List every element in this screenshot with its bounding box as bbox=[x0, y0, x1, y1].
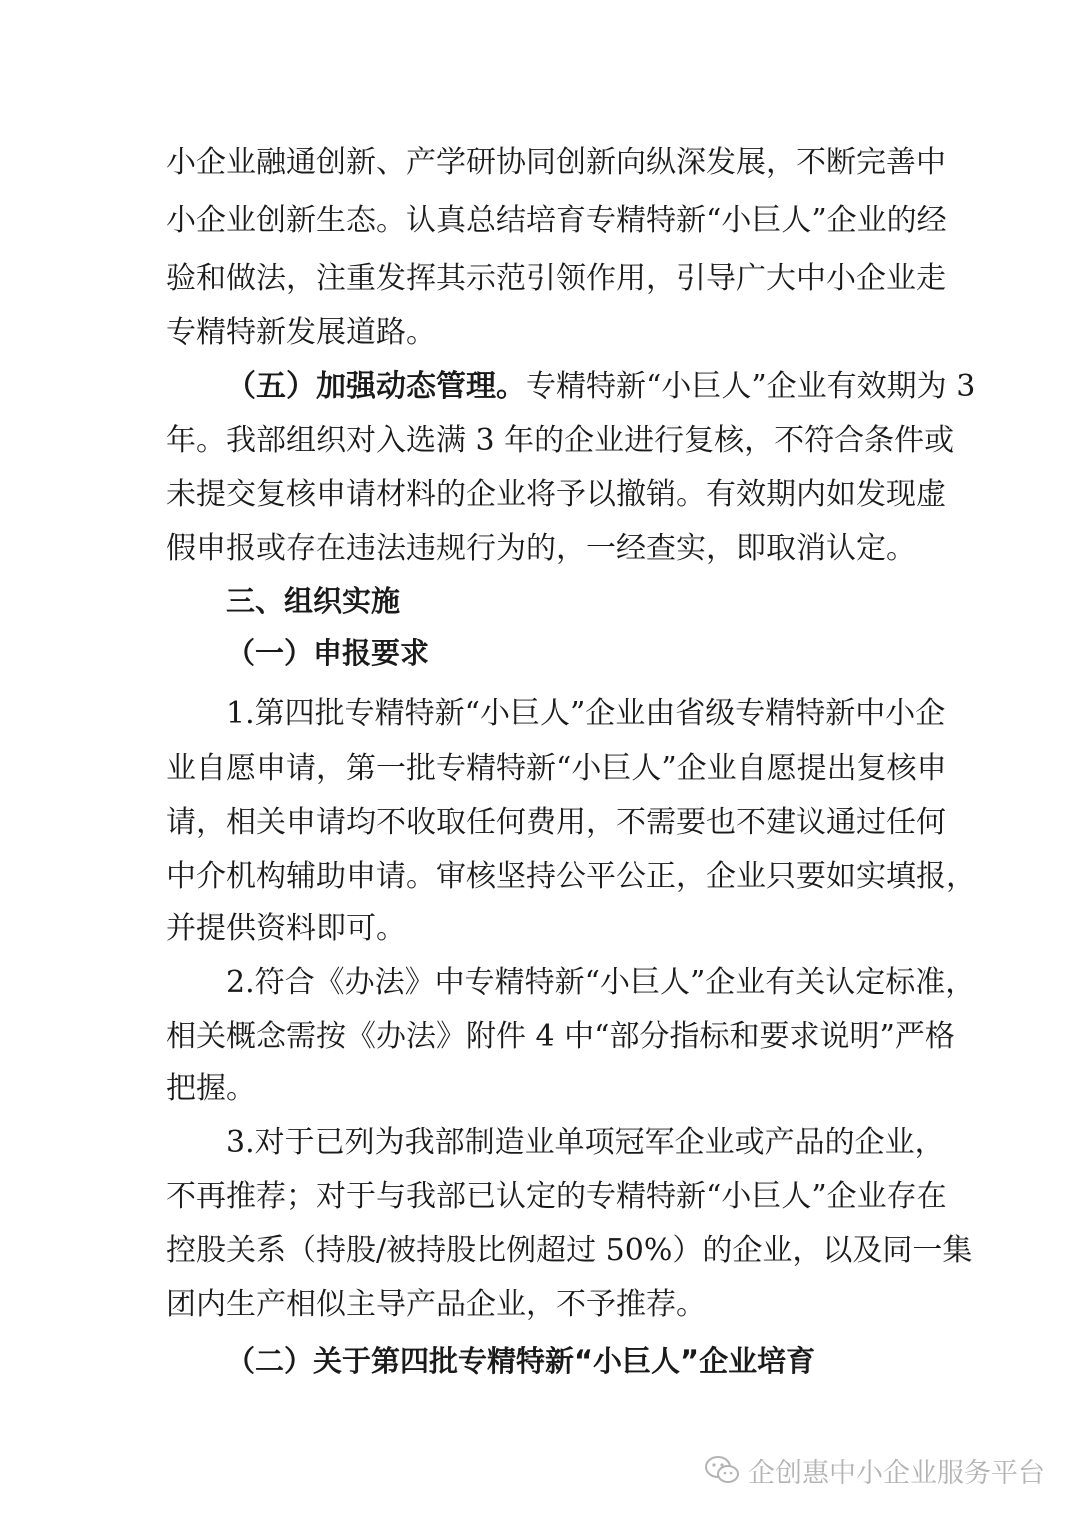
watermark-text: 企创惠中小企业服务平台 bbox=[748, 1457, 1045, 1489]
para2-line-1 bbox=[226, 359, 976, 415]
watermark bbox=[704, 1450, 1045, 1490]
wechat-icon bbox=[704, 1455, 740, 1485]
para1-line-1: 小企业融通创新、产学研协同创新向纵深发展，不断完善中 bbox=[166, 145, 946, 180]
section3-heading: 三、组织实施 bbox=[226, 584, 401, 618]
para2-line-4: 假申报或存在违法违规行为的，一经查实，即取消认定。 bbox=[166, 531, 916, 566]
item1-line-4: 中介机构辅助申请。审核坚持公平公正，企业只要如实填报， bbox=[166, 859, 976, 894]
item1-line-5: 并提供资料即可。 bbox=[166, 911, 406, 946]
para2-lead: （五）加强动态管理。 bbox=[226, 369, 526, 404]
item1-line-2: 业自愿申请，第一批专精特新“小巨人”企业自愿提出复核申 bbox=[166, 751, 947, 786]
para2-line-2: 年。我部组织对入选满 3 年的企业进行复核，不符合条件或 bbox=[166, 423, 955, 458]
para1-line-4: 专精特新发展道路。 bbox=[166, 315, 436, 350]
sub2-heading: （二）关于第四批专精特新“小巨人”企业培育 bbox=[226, 1344, 816, 1378]
item1-line-3: 请，相关申请均不收取任何费用，不需要也不建议通过任何 bbox=[166, 805, 946, 840]
item3-line-2: 不再推荐；对于与我部已认定的专精特新“小巨人”企业存在 bbox=[166, 1179, 947, 1214]
item3-line-3: 控股关系（持股/被持股比例超过 50%）的企业，以及同一集 bbox=[166, 1233, 973, 1268]
item1-line-1: 1.第四批专精特新“小巨人”企业由省级专精特新中小企 bbox=[226, 696, 946, 731]
item2-line-2: 相关概念需按《办法》附件 4 中“部分指标和要求说明”严格 bbox=[166, 1019, 955, 1054]
sub1-heading: （一）申报要求 bbox=[226, 636, 430, 670]
para2-line-3: 未提交复核申请材料的企业将予以撤销。有效期内如发现虚 bbox=[166, 477, 946, 512]
item3-line-1: 3.对于已列为我部制造业单项冠军企业或产品的企业， bbox=[226, 1125, 945, 1160]
item2-line-1: 2.符合《办法》中专精特新“小巨人”企业有关认定标准， bbox=[226, 965, 976, 1000]
para2-first-rest: 专精特新“小巨人”企业有效期为 3 bbox=[526, 369, 976, 404]
para1-line-3: 验和做法，注重发挥其示范引领作用，引导广大中小企业走 bbox=[166, 261, 946, 296]
item3-line-4: 团内生产相似主导产品企业，不予推荐。 bbox=[166, 1287, 706, 1322]
item2-line-3: 把握。 bbox=[166, 1071, 256, 1106]
para1-line-2: 小企业创新生态。认真总结培育专精特新“小巨人”企业的经 bbox=[166, 203, 947, 238]
